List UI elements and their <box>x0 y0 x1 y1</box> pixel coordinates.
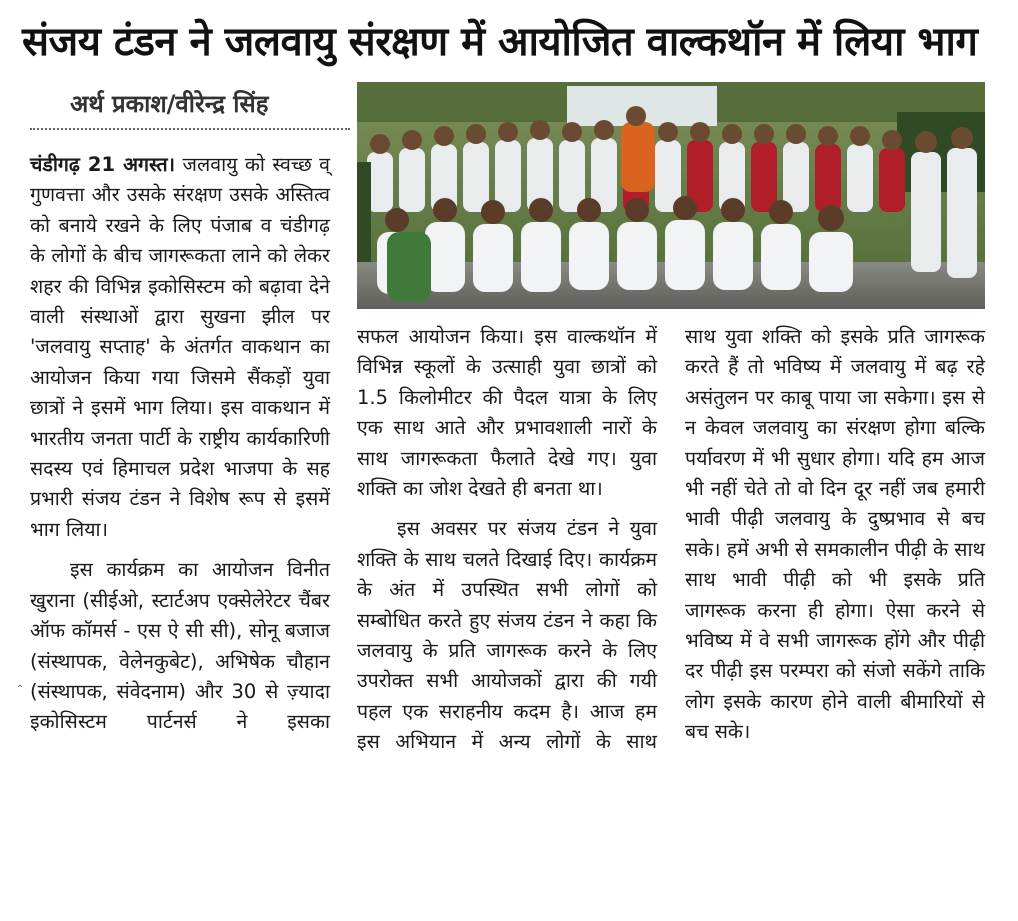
article-column-3 <box>685 322 985 748</box>
paragraph-1 <box>30 150 330 545</box>
article-column-2 <box>357 322 657 758</box>
headline: संजय टंडन ने जलवायु संरक्षण में आयोजित वाल्कथॉन में लिया भाग <box>22 19 978 65</box>
paragraph-3: सफल आयोजन किया। इस वाल्कथॉन में विभिन्न स्कूलों के उत्साही युवा छात्रों को 1.5 किलोमीटर की पैदल यात्रा के लिए एक साथ आते और प्रभावशाली नारों के साथ जागरूकता फैलाते देखे गए। युवा शक्ति का जोश देखते ही बनता था। <box>357 325 657 501</box>
paragraph-2: इस कार्यक्रम का आयोजन विनीत खुराना (सीईओ, स्टार्टअप एक्सेलेरेटर चैंबर ऑफ कॉमर्स - एस ऐ सी सी), सोनू बजाज (संस्थापक, वेलेनकुबेट), अभिषेक चौहान (संस्थापक, संवेदनाम) और 30 से ज़्यादा इकोसिस्टम पार्टनर्स ने इसका <box>30 558 330 734</box>
paragraph-4: इस अवसर पर संजय टंडन ने युवा शक्ति के साथ चलते दिखाई दिए। कार्यक्रम के अंत में उपस्थित सभी लोगों को सम्बोधित करते हुए संजय टंडन ने कहा कि जलवायु के प्रति जागरूक करने के लिए उपरोक्त सभी आयोजकों द्वारा की गयी पहल एक सराहनीय कदम है। आज हम इस अभियान में अन्य लोगों के साथ <box>357 517 657 754</box>
stray-mark: ‸ <box>18 673 23 687</box>
dateline: चंडीगढ़ 21 अगस्त। <box>30 153 176 176</box>
article-column-1 <box>30 150 330 738</box>
byline: अर्थ प्रकाश/वीरेन्द्र सिंह <box>70 90 269 118</box>
paragraph-5: साथ युवा शक्ति को इसके प्रति जागरूक करते हैं तो भविष्य में जलवायु में बढ़ रहे असंतुलन पर काबू पाया जा सकेगा। इस से न केवल जलवायु का संरक्षण होगा बल्कि पर्यावरण में भी सुधार होगा। यदि हम आज भी नहीं चेते तो वो दिन दूर नहीं जब हमारी भावी पीढ़ी जलवायु के दुष्प्रभाव से बच सके। हमें अभी से समकालीन पीढ़ी के साथ साथ भावी पीढ़ी को भी इसके प्रति जागरूक करना ही होगा। ऐसा करने से भविष्य में वे सभी जागरूक होंगे और पीढ़ी दर पीढ़ी इस परम्परा को संजो सकेंगे ताकि लोग इसके कारण होने वाली बीमारियों से बच सके। <box>685 325 985 744</box>
paragraph-1-text: जलवायु को स्वच्छ व् गुणवत्ता और उसके संरक्षण उसके अस्तित्व को बनाये रखने के लिए पंजाब व चंडीगढ़ के लोगों के बीच जागरूकता लाने को लेकर शहर की विभिन्न इकोसिस्टम को बढ़ावा देने वाली संस्थाओं द्वारा सुखना झील पर 'जलवायु सप्ताह' के अंतर्गत वाकथान का आयोजन किया गया जिसमे सैंकड़ों युवा छात्रों ने इसमें भाग लिया। इस वाकथान में भारतीय जनता पार्टी के राष्ट्रीय कार्यकारिणी सदस्य एवं हिमाचल प्रदेश भाजपा के सह प्रभारी संजय टंडन ने विशेष रूप से इसमें भाग लिया। <box>30 153 330 541</box>
group-photo <box>357 82 985 309</box>
byline-divider <box>30 128 350 130</box>
